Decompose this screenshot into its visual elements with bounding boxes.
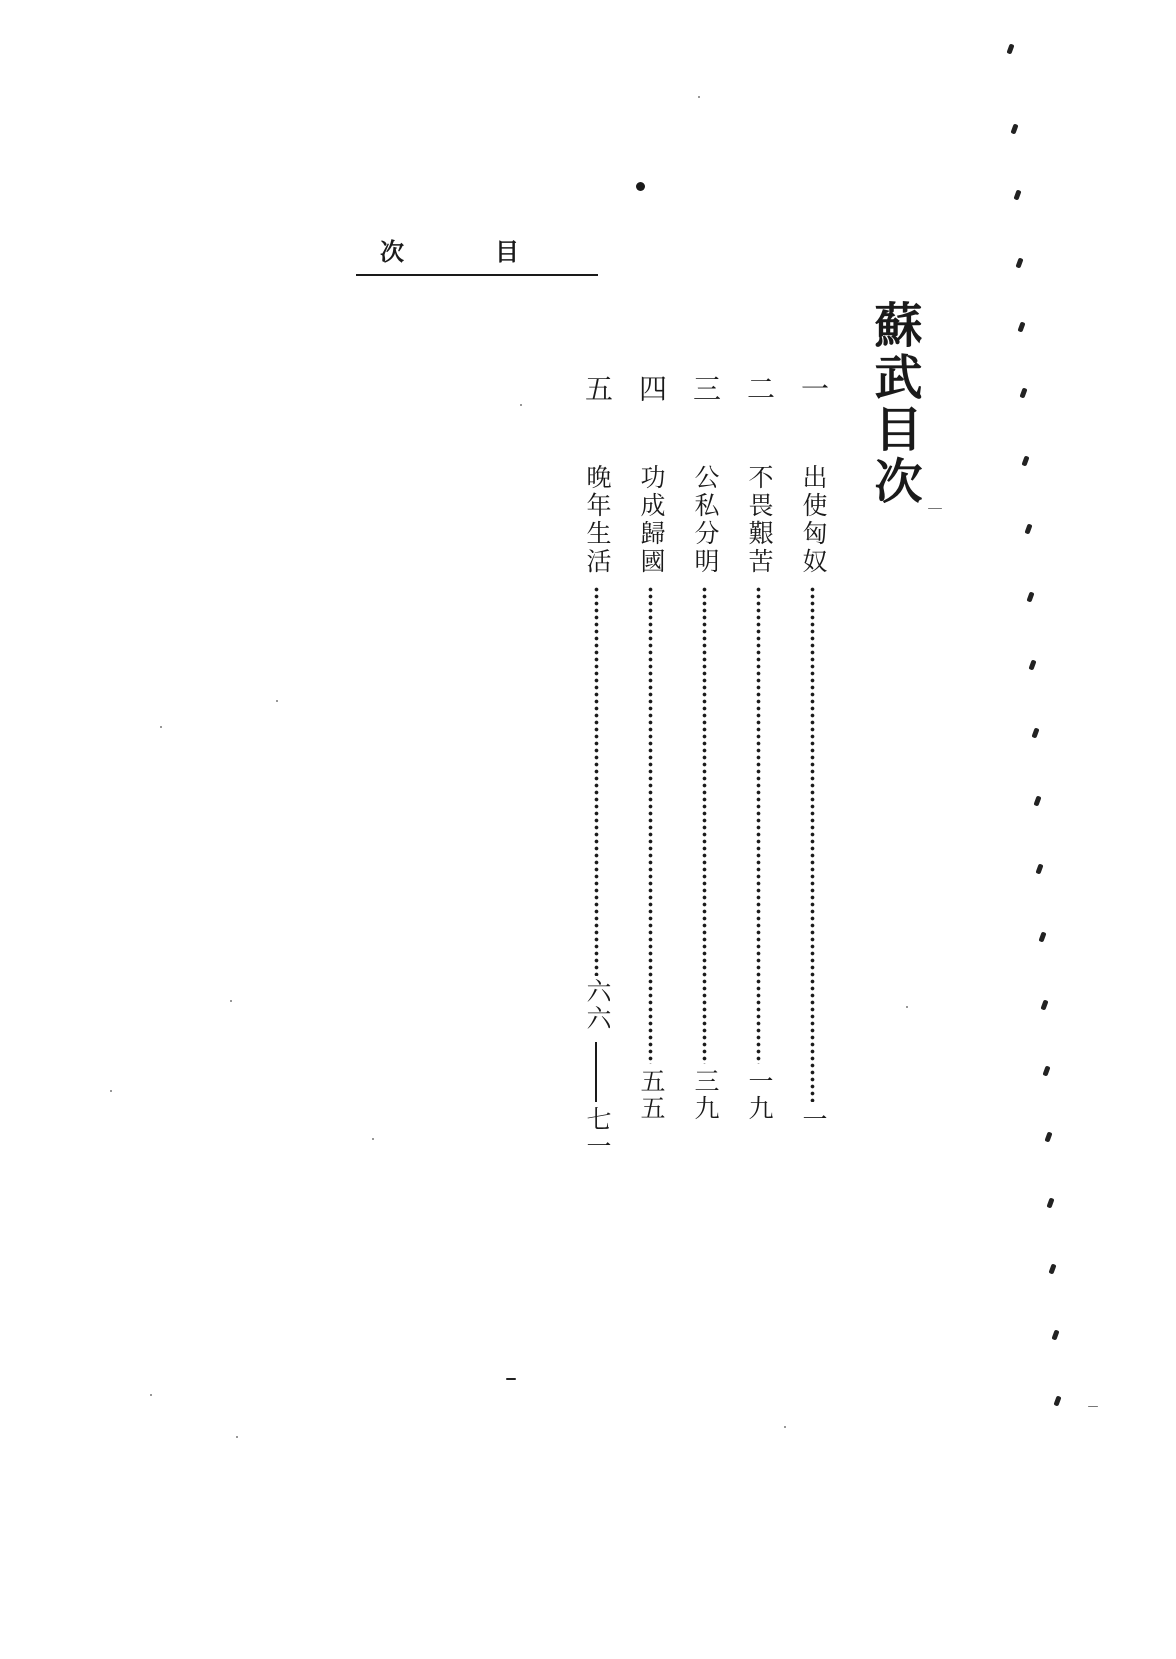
entry-title: 出使匈奴 bbox=[799, 464, 828, 576]
entry-title: 功成歸國 bbox=[637, 464, 666, 576]
ink-dot bbox=[636, 182, 645, 191]
entry-number: 一 bbox=[797, 374, 830, 402]
entry-page: 五五 bbox=[637, 1068, 666, 1122]
toc-entry-2 bbox=[738, 374, 778, 1174]
toc-entry-1 bbox=[792, 374, 832, 1174]
entry-number: 五 bbox=[581, 374, 614, 402]
page-range-dash bbox=[595, 1042, 597, 1102]
header-char-mu: 目 bbox=[495, 237, 519, 266]
header-rule bbox=[356, 274, 598, 276]
entry-title: 晚年生活 bbox=[583, 464, 612, 576]
entry-page-end: 七一 bbox=[583, 1106, 612, 1160]
dot-leader bbox=[594, 586, 599, 976]
entry-number: 二 bbox=[743, 374, 776, 402]
entry-title: 不畏艱苦 bbox=[745, 464, 774, 576]
entry-page-start: 六六 bbox=[583, 978, 612, 1032]
entry-number: 四 bbox=[635, 374, 668, 402]
entry-page: 一 bbox=[799, 1106, 828, 1133]
toc-entry-4 bbox=[630, 374, 670, 1174]
dot-leader bbox=[702, 586, 707, 1064]
header-char-ci: 次 bbox=[380, 237, 404, 266]
entry-title: 公私分明 bbox=[691, 464, 720, 576]
entry-page: 三九 bbox=[691, 1068, 720, 1122]
toc-entry-5 bbox=[576, 374, 616, 1174]
dot-leader bbox=[756, 586, 761, 1064]
running-header bbox=[360, 238, 600, 274]
dot-leader bbox=[648, 586, 653, 1064]
toc-entry-3 bbox=[684, 374, 724, 1174]
dot-leader bbox=[810, 586, 815, 1102]
entry-number: 三 bbox=[689, 374, 722, 402]
entry-page: 一九 bbox=[745, 1068, 774, 1122]
page-title: 蘇武目次 bbox=[866, 300, 922, 508]
